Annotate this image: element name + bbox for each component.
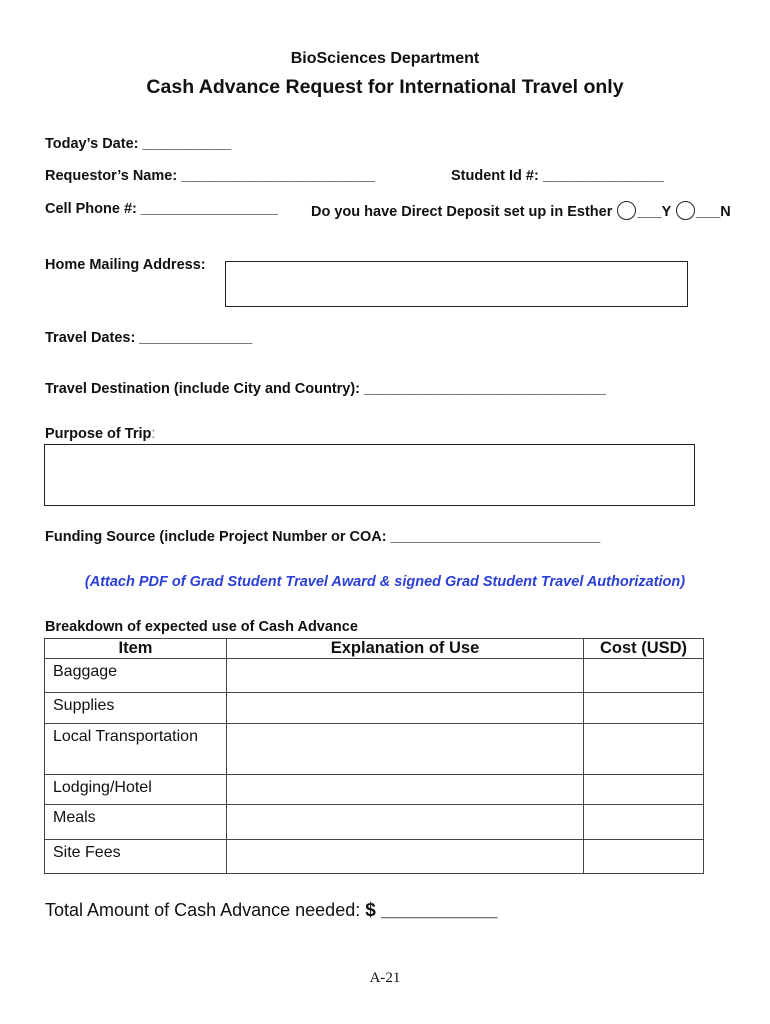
direct-deposit-label: Do you have Direct Deposit set up in Esther bbox=[311, 204, 613, 220]
table-row bbox=[45, 775, 704, 805]
total-amount-label: Total Amount of Cash Advance needed: bbox=[45, 900, 361, 920]
requestor-name-field[interactable]: Requestor’s Name: ________________________ bbox=[45, 168, 375, 184]
table-header-row bbox=[45, 639, 704, 659]
travel-dates-field[interactable]: Travel Dates: ______________ bbox=[45, 330, 253, 346]
breakdown-table bbox=[44, 638, 704, 874]
column-header-item: Item bbox=[45, 639, 227, 659]
item-cell: Baggage bbox=[45, 659, 227, 693]
total-amount-line bbox=[45, 900, 497, 922]
todays-date-field[interactable]: Today’s Date: ___________ bbox=[45, 136, 232, 152]
item-cell: Site Fees bbox=[45, 840, 227, 874]
cost-cell[interactable] bbox=[584, 659, 704, 693]
item-cell: Local Transportation bbox=[45, 724, 227, 775]
explanation-cell[interactable] bbox=[227, 805, 584, 840]
home-address-label: Home Mailing Address: bbox=[45, 257, 206, 273]
cell-phone-field[interactable]: Cell Phone #: _________________ bbox=[45, 201, 278, 217]
cost-cell[interactable] bbox=[584, 775, 704, 805]
no-radio[interactable] bbox=[676, 201, 695, 220]
table-row bbox=[45, 693, 704, 724]
breakdown-heading: Breakdown of expected use of Cash Advance bbox=[45, 619, 358, 635]
item-cell: Lodging/Hotel bbox=[45, 775, 227, 805]
item-cell: Supplies bbox=[45, 693, 227, 724]
table-row bbox=[45, 840, 704, 874]
purpose-of-trip-input[interactable] bbox=[44, 444, 695, 506]
purpose-colon: : bbox=[151, 426, 156, 442]
direct-deposit-question bbox=[311, 201, 731, 220]
total-amount-field[interactable]: $ ___________ bbox=[365, 900, 498, 921]
page-number: A-21 bbox=[369, 970, 401, 986]
student-id-field[interactable]: Student Id #: _______________ bbox=[451, 168, 664, 184]
form-title: Cash Advance Request for International Travel only bbox=[146, 76, 624, 98]
table-row bbox=[45, 659, 704, 693]
travel-destination-field[interactable]: Travel Destination (include City and Country): ______________________________ bbox=[45, 381, 606, 397]
funding-source-field[interactable]: Funding Source (include Project Number or COA: __________________________ bbox=[45, 529, 601, 545]
home-address-input[interactable] bbox=[225, 261, 688, 307]
cost-cell[interactable] bbox=[584, 724, 704, 775]
purpose-of-trip-text: Purpose of Trip bbox=[45, 426, 152, 442]
cost-cell[interactable] bbox=[584, 805, 704, 840]
department-name: BioSciences Department bbox=[290, 50, 480, 67]
no-option-label: ___N bbox=[696, 204, 731, 220]
yes-radio[interactable] bbox=[617, 201, 636, 220]
explanation-cell[interactable] bbox=[227, 659, 584, 693]
cost-cell[interactable] bbox=[584, 693, 704, 724]
table-row bbox=[45, 805, 704, 840]
cost-cell[interactable] bbox=[584, 840, 704, 874]
purpose-of-trip-label bbox=[45, 426, 155, 442]
item-cell: Meals bbox=[45, 805, 227, 840]
explanation-cell[interactable] bbox=[227, 724, 584, 775]
explanation-cell[interactable] bbox=[227, 775, 584, 805]
explanation-cell[interactable] bbox=[227, 840, 584, 874]
attachment-note: (Attach PDF of Grad Student Travel Award & signed Grad Student Travel Authorization) bbox=[84, 574, 686, 590]
explanation-cell[interactable] bbox=[227, 693, 584, 724]
column-header-cost: Cost (USD) bbox=[584, 639, 704, 659]
yes-option-label: ___Y bbox=[637, 204, 671, 220]
table-row bbox=[45, 724, 704, 775]
column-header-explanation: Explanation of Use bbox=[227, 639, 584, 659]
